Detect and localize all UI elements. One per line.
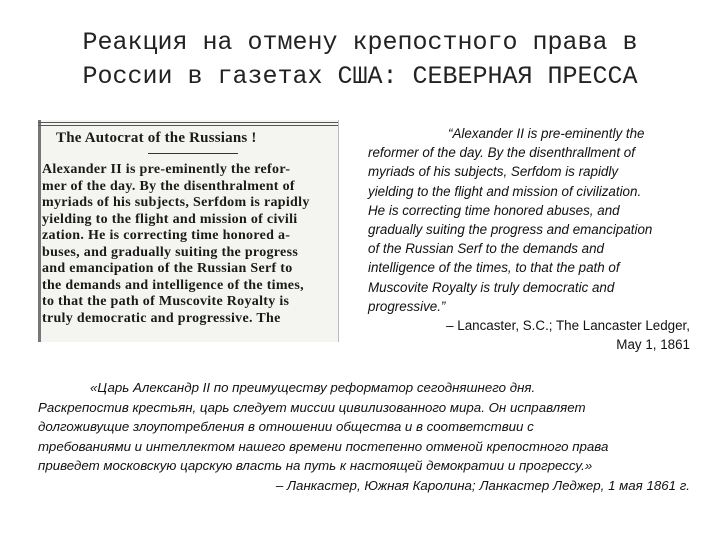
clipping-line: mer of the day. By the disenthralment of [42, 178, 295, 194]
slide-title-line: России в газетах США: СЕВЕРНАЯ ПРЕССА [82, 62, 638, 91]
slide-title-line: Реакция на отмену крепостного права в [82, 28, 638, 57]
russian-quote-line: Раскрепостив крестьян, царь следует миссии цивилизованного мира. Он исправляет [38, 399, 586, 415]
clipping-line: buses, and gradually suiting the progress [42, 244, 299, 260]
english-source-line: – Lancaster, S.C.; The Lancaster Ledger, [446, 318, 690, 333]
clipping-body [42, 162, 338, 327]
russian-quote-line: приведет московскую царскую власть на путь к настоящей демократии и прогрессу.» [38, 458, 593, 474]
english-quote-line: of the Russian Serf to the demands and [368, 241, 604, 257]
russian-quote [38, 378, 690, 496]
english-quote-line: progressive.” [368, 298, 446, 314]
english-source-line: May 1, 1861 [616, 337, 690, 353]
russian-quote-line: требованиями и интеллектом нашего времени постепенно отменой крепостного права [38, 438, 609, 454]
english-quote-line: yielding to the flight and mission of civilization. [368, 183, 642, 199]
russian-quote-source: – Ланкастер, Южная Каролина; Ланкастер Леджер, 1 мая 1861 г. [275, 477, 690, 493]
newspaper-clipping-image [38, 120, 339, 342]
clipping-separator [148, 153, 238, 154]
english-quote-line: intelligence of the times, to that the path of [368, 260, 620, 276]
english-quote-source [368, 316, 690, 354]
clipping-line: myriads of his subjects, Serfdom is rapidly [42, 195, 310, 210]
english-quote-line: myriads of his subjects, Serfdom is rapidly [368, 164, 619, 180]
slide-title [0, 26, 720, 94]
clipping-line: yielding to the flight and mission of civili [42, 211, 298, 227]
clipping-line: zation. He is correcting time honored a- [42, 228, 291, 243]
clipping-edge [38, 120, 41, 342]
english-quote-line: He is correcting time honored abuses, and [368, 202, 620, 218]
clipping-rule [38, 122, 338, 123]
clipping-line: and emancipation of the Russian Serf to [42, 261, 293, 276]
english-quote-line: Muscovite Royalty is truly democratic and [368, 279, 615, 295]
english-quote-line: reformer of the day. By the disenthrallment of [368, 145, 635, 161]
clipping-line: Alexander II is pre-eminently the refor- [42, 162, 291, 177]
russian-quote-line: «Царь Александр II по преимуществу реформатор сегодняшнего дня. [90, 380, 536, 395]
clipping-line: to that the path of Muscovite Royalty is [42, 294, 290, 309]
clipping-headline: The Autocrat of the Russians ! [56, 130, 257, 146]
english-quote [368, 124, 688, 316]
english-quote-line: “Alexander II is pre-eminently the [448, 126, 645, 141]
russian-quote-line: долгоживущие злоупотребления в отношении общества и в соответствии с [38, 419, 534, 435]
clipping-rule [38, 125, 338, 126]
english-quote-line: gradually suiting the progress and emancipation [368, 222, 653, 238]
clipping-line: truly democratic and progressive. The [42, 310, 281, 326]
clipping-line: the demands and intelligence of the times, [42, 277, 304, 293]
